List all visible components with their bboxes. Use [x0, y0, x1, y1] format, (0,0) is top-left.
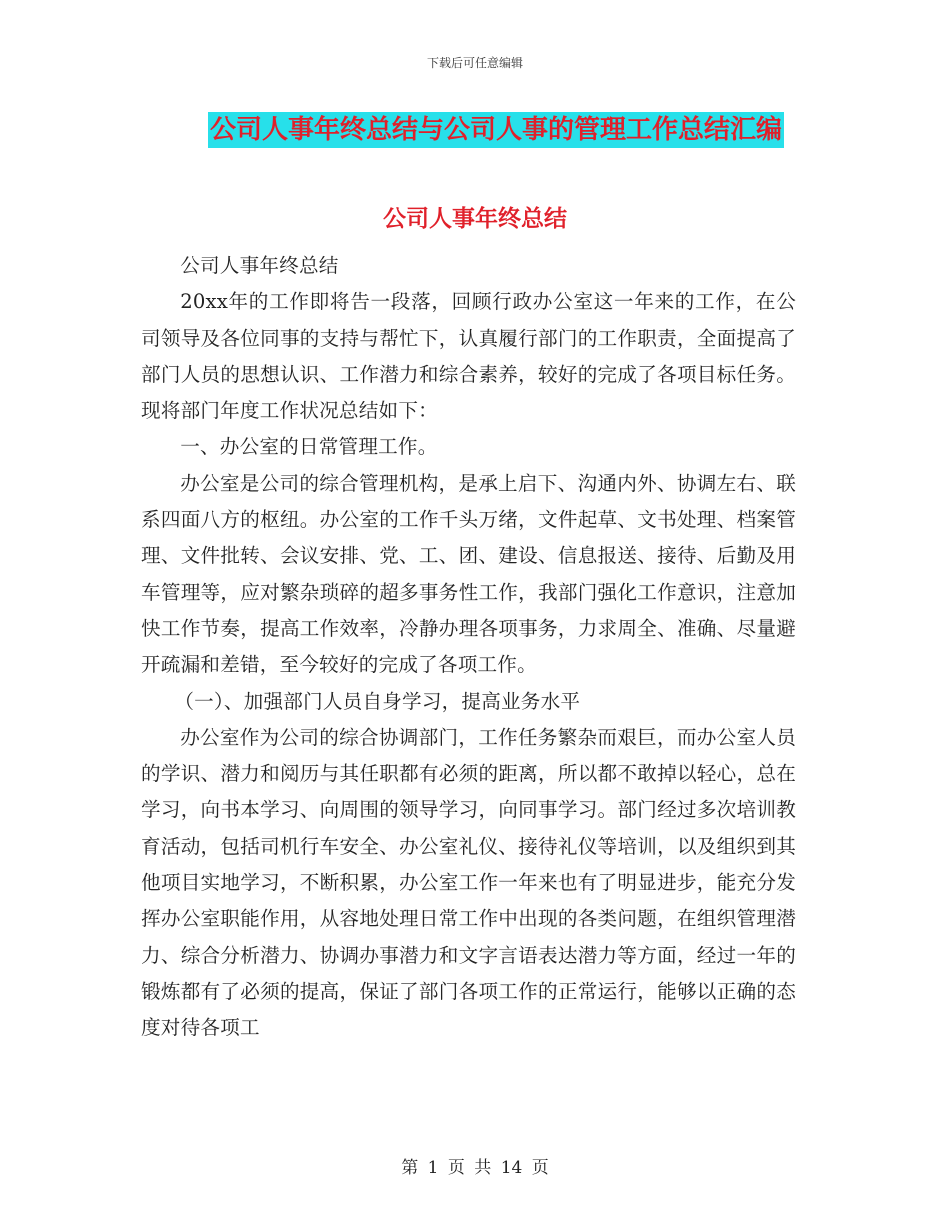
- paragraph: 办公室是公司的综合管理机构，是承上启下、沟通内外、协调左右、联系四面八方的枢纽。办公室的工作千头万绪，文件起草、文书处理、档案管理、文件批转、会议安排、党、工、团、建设、信息报送、接待、后勤及用车管理等，应对繁杂琐碎的超多事务性工作，我部门强化工作意识，注意加快工作节奏，提高工作效率，冷静办理各项事务，力求周全、准确、尽量避开疏漏和差错，至今较好的完成了各项工作。: [141, 471, 796, 677]
- section-title: 公司人事年终总结: [383, 205, 567, 232]
- document-body: [141, 248, 796, 1047]
- document-title: 公司人事年终总结与公司人事的管理工作总结汇编: [208, 112, 784, 148]
- page-header-note: 下载后可任意编辑: [426, 56, 523, 70]
- page-footer: 第 1 页 共 14 页: [401, 1158, 549, 1178]
- paragraph: 20xx年的工作即将告一段落，回顾行政办公室这一年来的工作，在公司领导及各位同事的支持与帮忙下，认真履行部门的工作职责，全面提高了部门人员的思想认识、工作潜力和综合素养，较好的完成了各项目标任务。现将部门年度工作状况总结如下：: [141, 290, 796, 423]
- paragraph: 公司人事年终总结: [180, 254, 339, 277]
- paragraph: 办公室作为公司的综合协调部门，工作任务繁杂而艰巨，而办公室人员的学识、潜力和阅历与其任职都有必须的距离，所以都不敢掉以轻心，总在学习，向书本学习、向周围的领导学习，向同事学习。部门经过多次培训教育活动，包括司机行车安全、办公室礼仪、接待礼仪等培训，以及组织到其他项目实地学习，不断积累，办公室工作一年来也有了明显进步，能充分发挥办公室职能作用，从容地处理日常工作中出现的各类问题，在组织管理潜力、综合分析潜力、协调办事潜力和文字言语表达潜力等方面，经过一年的锻炼都有了必须的提高，保证了部门各项工作的正常运行，能够以正确的态度对待各项工: [141, 725, 796, 1040]
- section-heading: 一、办公室的日常管理工作。: [180, 435, 438, 459]
- subsection-heading: （一）、加强部门人员自身学习，提高业务水平: [174, 689, 581, 713]
